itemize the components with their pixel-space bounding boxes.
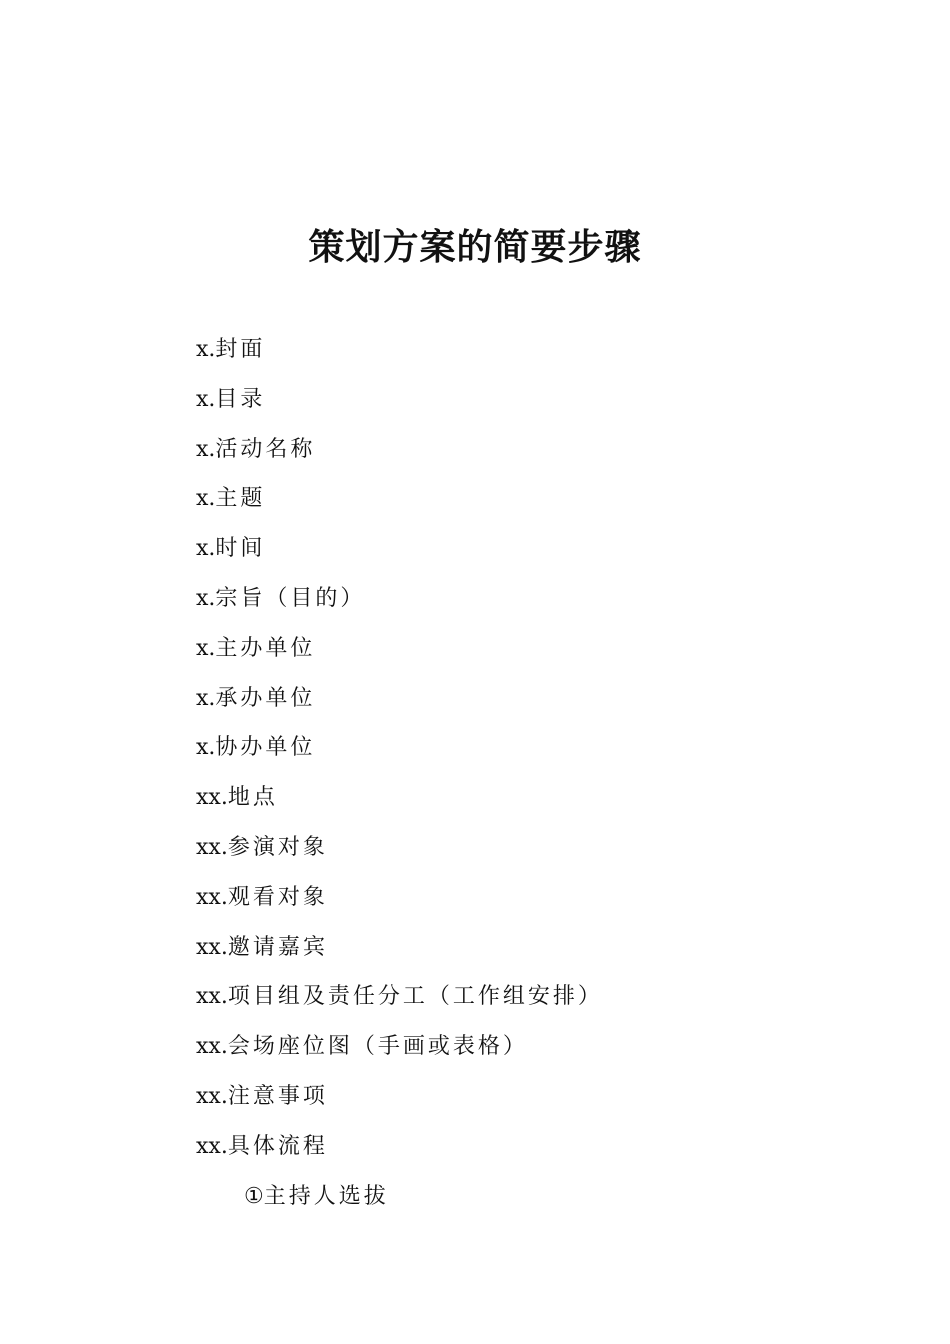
list-item — [196, 1028, 603, 1078]
list-item — [196, 431, 603, 481]
item-number: x. — [196, 486, 216, 512]
item-text: 目录 — [215, 386, 266, 412]
list-item — [196, 381, 603, 431]
list-item — [196, 1078, 603, 1128]
document-title: 策划方案的简要步骤 — [308, 226, 642, 268]
sub-list-item — [196, 1178, 603, 1228]
list-item — [196, 929, 603, 979]
item-text: 协办单位 — [215, 735, 316, 761]
steps-list — [196, 331, 603, 1227]
item-number: xx. — [196, 884, 228, 910]
item-text: 参演对象 — [227, 834, 328, 860]
list-item — [196, 630, 603, 680]
item-text: 地点 — [227, 785, 278, 811]
list-item — [196, 331, 603, 381]
item-number: xx. — [196, 834, 228, 860]
item-number: xx. — [196, 984, 228, 1010]
item-number: xx. — [196, 785, 228, 811]
item-number: x. — [196, 685, 216, 711]
item-text: 封面 — [215, 337, 266, 362]
subitem-number: ① — [244, 1183, 264, 1209]
item-number: x. — [196, 337, 216, 362]
item-number: xx. — [196, 1034, 228, 1060]
item-text: 主题 — [215, 486, 266, 512]
item-text: 宗旨（目的） — [215, 585, 366, 611]
item-number: x. — [196, 635, 216, 661]
item-number: x. — [196, 436, 216, 462]
list-item — [196, 1128, 603, 1178]
item-number: xx. — [196, 934, 228, 960]
item-number: x. — [196, 536, 216, 562]
item-text: 活动名称 — [215, 436, 316, 462]
list-item — [196, 580, 603, 630]
item-text: 邀请嘉宾 — [227, 934, 328, 960]
item-text: 具体流程 — [227, 1133, 328, 1159]
list-item — [196, 680, 603, 730]
list-item — [196, 879, 603, 929]
item-number: xx. — [196, 1133, 228, 1159]
list-item — [196, 978, 603, 1028]
item-text: 承办单位 — [215, 685, 316, 711]
list-item — [196, 530, 603, 580]
item-number: x. — [196, 585, 216, 611]
item-text: 主办单位 — [215, 635, 316, 661]
item-text: 观看对象 — [227, 884, 328, 910]
item-number: x. — [196, 386, 216, 412]
item-text: 项目组及责任分工（工作组安排） — [227, 984, 603, 1010]
list-item — [196, 480, 603, 530]
item-text: 会场座位图（手画或表格） — [227, 1034, 528, 1060]
list-item — [196, 729, 603, 779]
item-text: 时间 — [215, 536, 266, 562]
item-number: xx. — [196, 1083, 228, 1109]
item-number: x. — [196, 735, 216, 761]
list-item — [196, 779, 603, 829]
subitem-text: 主持人选拔 — [263, 1183, 389, 1209]
item-text: 注意事项 — [227, 1083, 328, 1109]
list-item — [196, 829, 603, 879]
